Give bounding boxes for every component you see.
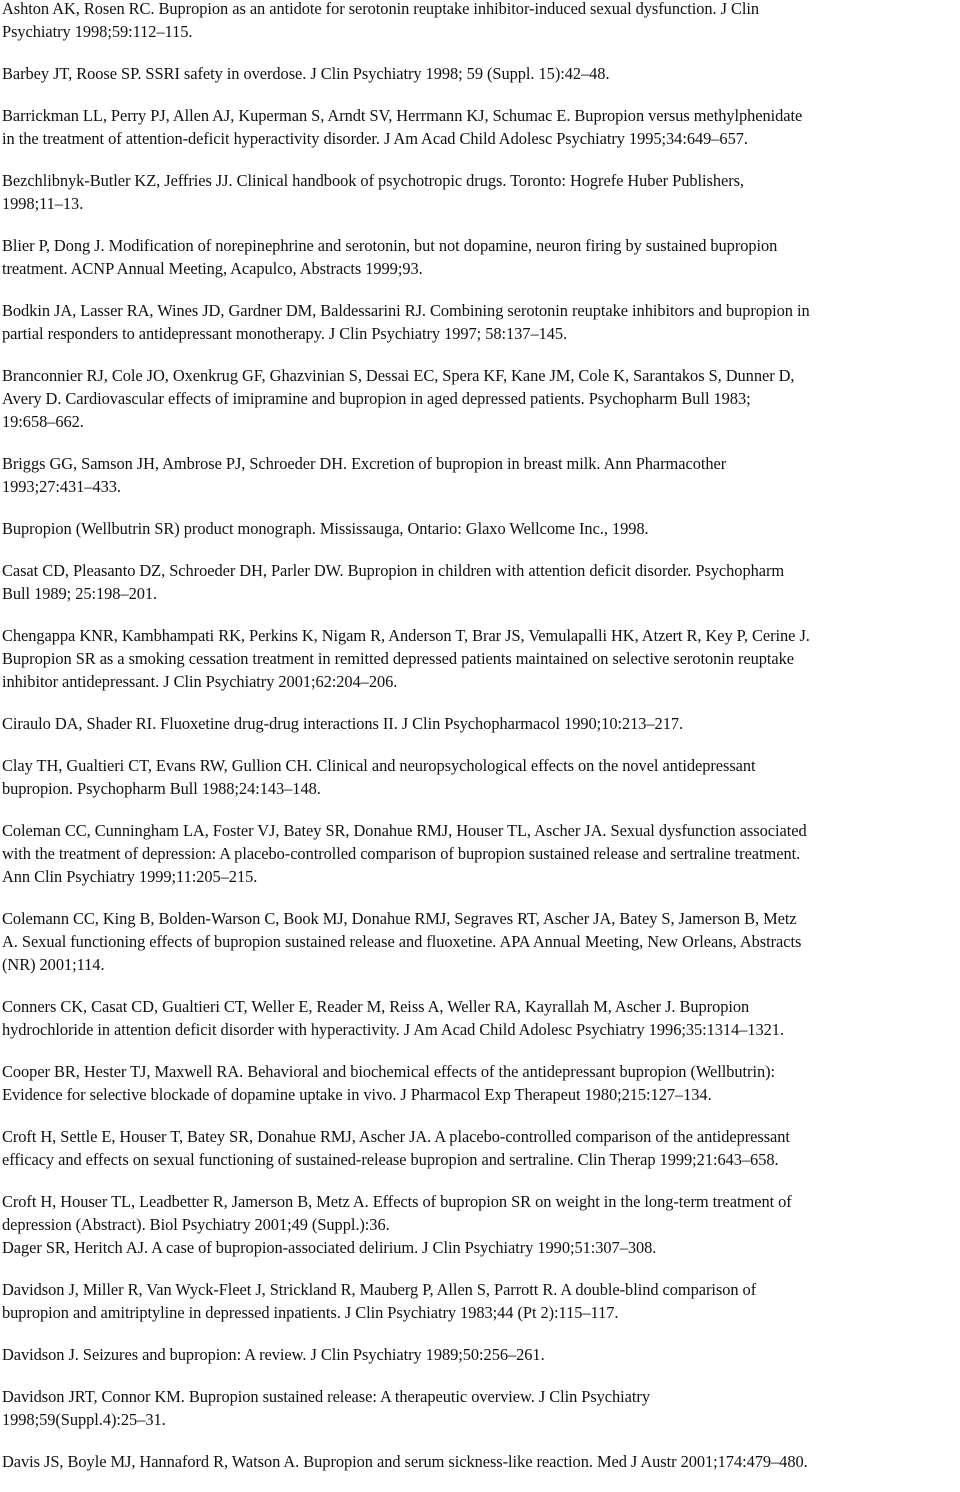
reference-bodkin-1997: Bodkin JA, Lasser RA, Wines JD, Gardner DM, Baldessarini RJ. Combining serotonin reuptake inhibitors and bupropion in partial responders to antidepressant monotherapy. J Clin Psychiatry 1997; 58:137–145.	[2, 301, 810, 343]
reference-barrickman-1995: Barrickman LL, Perry PJ, Allen AJ, Kuperman S, Arndt SV, Herrmann KJ, Schumac E. Bupropion versus methylphenidate in the treatment of attention-deficit hyperactivity disorder. J Am Acad Child Adolesc Psychiatry 1995;34:649–657.	[2, 106, 803, 148]
reference-coleman-1999: Coleman CC, Cunningham LA, Foster VJ, Batey SR, Donahue RMJ, Houser TL, Ascher JA. Sexual dysfunction associated with the treatment of depression: A placebo-controlled comparison of bupropion sustained release and sertraline treatment. Ann Clin Psychiatry 1999;11:205–215.	[2, 821, 807, 886]
reference-chengappa-2001: Chengappa KNR, Kambhampati RK, Perkins K, Nigam R, Anderson T, Brar JS, Vemulapalli HK, Atzert R, Key P, Cerine J. Bupropion SR as a smoking cessation treatment in remitted depressed patients maintained on selective serotonin reuptake inhibitor antidepressant. J Clin Psychiatry 2001;62:204–206.	[2, 626, 810, 691]
reference-davidson-1983: Davidson J, Miller R, Van Wyck-Fleet J, Strickland R, Mauberg P, Allen S, Parrott R. A double-blind comparison of bupropion and amitriptyline in depressed inpatients. J Clin Psychiatry 1983;44 (Pt 2):115–117.	[2, 1280, 757, 1322]
reference-clay-1988: Clay TH, Gualtieri CT, Evans RW, Gullion CH. Clinical and neuropsychological effects on the novel antidepressant bupropion. Psychopharm Bull 1988;24:143–148.	[2, 756, 756, 798]
reference-davidson-1989: Davidson J. Seizures and bupropion: A review. J Clin Psychiatry 1989;50:256–261.	[2, 1345, 545, 1364]
reference-cooper-1980: Cooper BR, Hester TJ, Maxwell RA. Behavioral and biochemical effects of the antidepressant bupropion (Wellbutrin): Evidence for selective blockade of dopamine uptake in vivo. J Pharmacol Exp Therapeut 1980;215:127–134.	[2, 1062, 776, 1104]
reference-croft-1999: Croft H, Settle E, Houser T, Batey SR, Donahue RMJ, Ascher JA. A placebo-controlled comparison of the antidepressant efficacy and effects on sexual functioning of sustained-release bupropion and sertraline. Clin Therap 1999;21:643–658.	[2, 1127, 790, 1169]
reference-list	[2, 0, 958, 1492]
reference-bupropion-monograph-1998: Bupropion (Wellbutrin SR) product monograph. Mississauga, Ontario: Glaxo Wellcome Inc., 1998.	[2, 519, 649, 538]
reference-barbey-1998: Barbey JT, Roose SP. SSRI safety in overdose. J Clin Psychiatry 1998; 59 (Suppl. 15):42–48.	[2, 64, 610, 83]
reference-bezchlibnyk-1998: Bezchlibnyk-Butler KZ, Jeffries JJ. Clinical handbook of psychotropic drugs. Toronto: Hogrefe Huber Publishers, 1998;11–13.	[2, 171, 744, 213]
reference-conners-1996: Conners CK, Casat CD, Gualtieri CT, Weller E, Reader M, Reiss A, Weller RA, Kayrallah M, Ascher J. Bupropion hydrochloride in attention deficit disorder with hyperactivity. J Am Acad Child Adolesc Psychiatry 1996;35:1314–1321.	[2, 997, 784, 1039]
reference-dager-1990: Dager SR, Heritch AJ. A case of bupropion-associated delirium. J Clin Psychiatry 1990;51:307–308.	[2, 1238, 657, 1257]
reference-ashton-1998: Ashton AK, Rosen RC. Bupropion as an antidote for serotonin reuptake inhibitor-induced sexual dysfunction. J Clin Psychiatry 1998;59:112–115.	[2, 0, 759, 41]
reference-croft-2001: Croft H, Houser TL, Leadbetter R, Jamerson B, Metz A. Effects of bupropion SR on weight in the long-term treatment of depression (Abstract). Biol Psychiatry 2001;49 (Suppl.):36.	[2, 1192, 792, 1234]
reference-ciraulo-1990: Ciraulo DA, Shader RI. Fluoxetine drug-drug interactions II. J Clin Psychopharmacol 1990;10:213–217.	[2, 714, 684, 733]
reference-branconnier-1983: Branconnier RJ, Cole JO, Oxenkrug GF, Ghazvinian S, Dessai EC, Spera KF, Kane JM, Cole K, Sarantakos S, Dunner D, Avery D. Cardiovascular effects of imipramine and bupropion in aged depressed patients. Psychopharm Bull 1983; 19:658–662.	[2, 366, 795, 431]
reference-colemann-2001: Colemann CC, King B, Bolden-Warson C, Book MJ, Donahue RMJ, Segraves RT, Ascher JA, Batey S, Jamerson B, Metz A. Sexual functioning effects of bupropion sustained release and fluoxetine. APA Annual Meeting, New Orleans, Abstracts (NR) 2001;114.	[2, 909, 802, 974]
reference-blier-1999: Blier P, Dong J. Modification of norepinephrine and serotonin, but not dopamine, neuron firing by sustained bupropion treatment. ACNP Annual Meeting, Acapulco, Abstracts 1999;93.	[2, 236, 778, 278]
reference-casat-1989: Casat CD, Pleasanto DZ, Schroeder DH, Parler DW. Bupropion in children with attention deficit disorder. Psychopharm Bull 1989; 25:198–201.	[2, 561, 785, 603]
reference-davis-2001: Davis JS, Boyle MJ, Hannaford R, Watson A. Bupropion and serum sickness-like reaction. Med J Austr 2001;174:479–480.	[2, 1452, 808, 1471]
reference-briggs-1993: Briggs GG, Samson JH, Ambrose PJ, Schroeder DH. Excretion of bupropion in breast milk. Ann Pharmacother 1993;27:431–433.	[2, 454, 727, 496]
reference-davidson-connor-1998: Davidson JRT, Connor KM. Bupropion sustained release: A therapeutic overview. J Clin Psychiatry 1998;59(Suppl.4):25–31.	[2, 1387, 650, 1429]
